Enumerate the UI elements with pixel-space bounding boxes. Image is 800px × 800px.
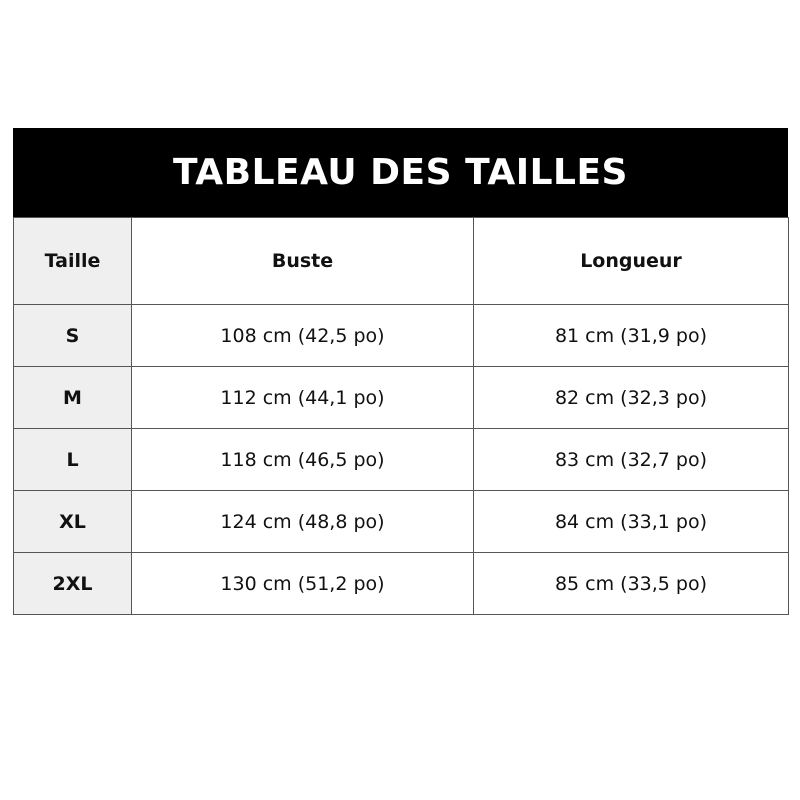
table-row: [14, 367, 789, 429]
length-cell: 81 cm (31,9 po): [474, 305, 789, 367]
length-cell: 82 cm (32,3 po): [474, 367, 789, 429]
table-row: [14, 305, 789, 367]
size-cell: 2XL: [14, 553, 132, 615]
length-cell: 84 cm (33,1 po): [474, 491, 789, 553]
bust-cell: 130 cm (51,2 po): [132, 553, 474, 615]
bust-cell: 108 cm (42,5 po): [132, 305, 474, 367]
length-cell: 83 cm (32,7 po): [474, 429, 789, 491]
column-header-length: Longueur: [474, 218, 789, 305]
bust-cell: 124 cm (48,8 po): [132, 491, 474, 553]
table-row: [14, 429, 789, 491]
table-row: [14, 553, 789, 615]
table-row: [14, 491, 789, 553]
table-header-row: [14, 218, 789, 305]
size-cell: M: [14, 367, 132, 429]
column-header-size: Taille: [14, 218, 132, 305]
size-chart-title: TABLEAU DES TAILLES: [13, 128, 788, 217]
size-cell: L: [14, 429, 132, 491]
size-cell: XL: [14, 491, 132, 553]
size-table: [13, 217, 789, 615]
length-cell: 85 cm (33,5 po): [474, 553, 789, 615]
size-cell: S: [14, 305, 132, 367]
column-header-bust: Buste: [132, 218, 474, 305]
bust-cell: 118 cm (46,5 po): [132, 429, 474, 491]
bust-cell: 112 cm (44,1 po): [132, 367, 474, 429]
size-chart: [13, 128, 788, 615]
